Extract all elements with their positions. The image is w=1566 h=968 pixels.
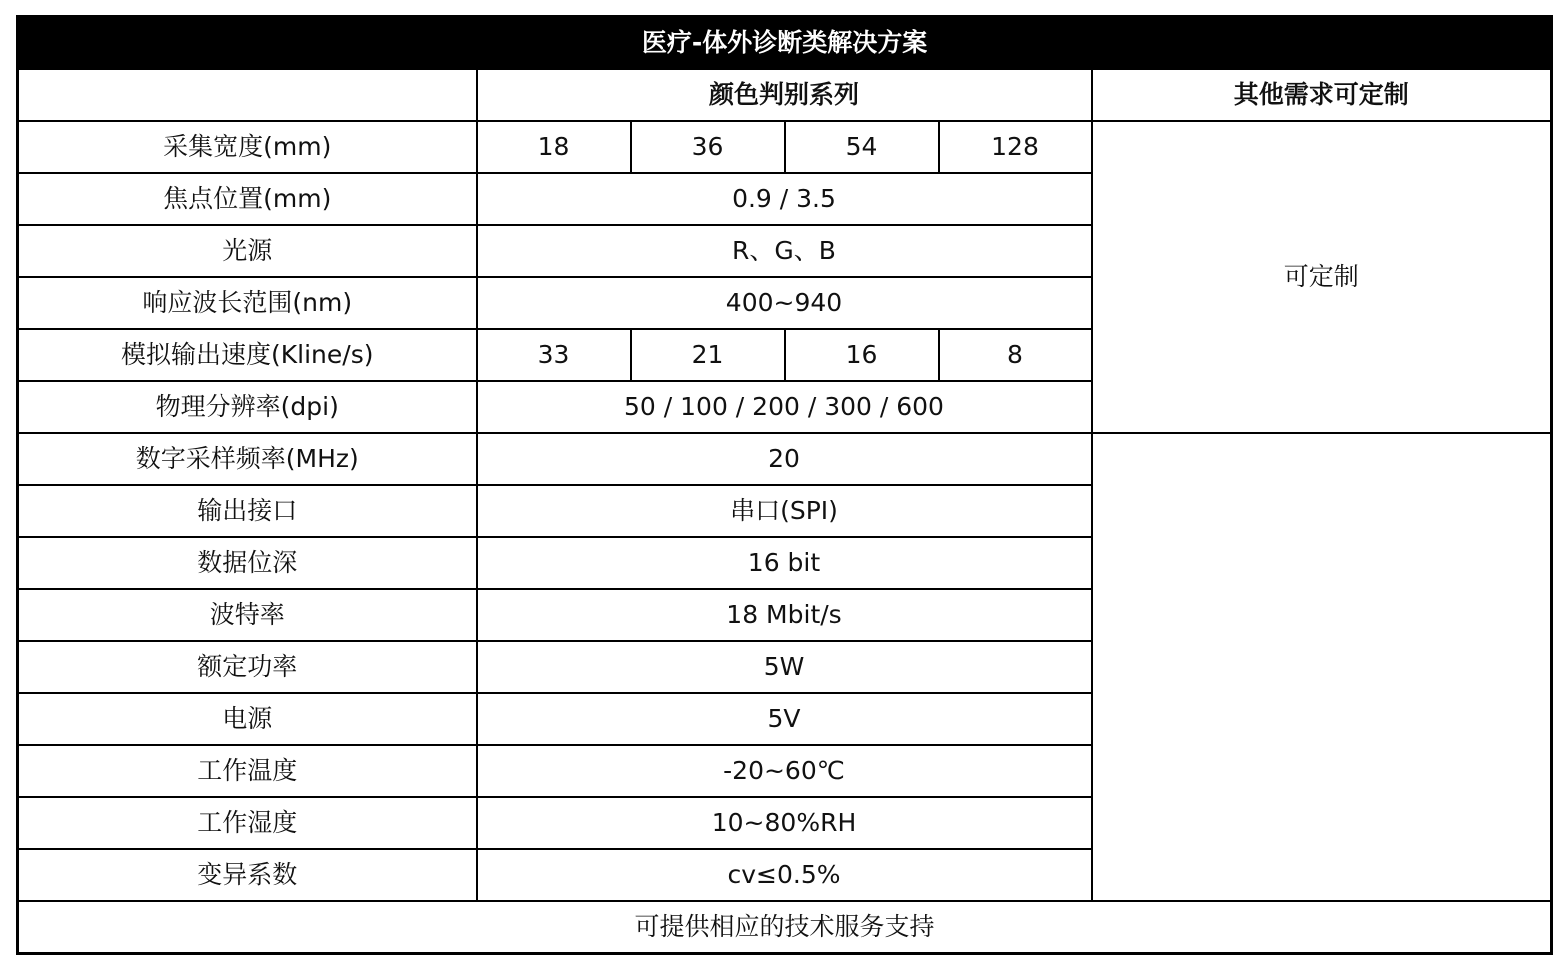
customizable-cell: 可定制 — [1092, 121, 1552, 433]
row-value: -20~60℃ — [477, 745, 1092, 797]
row-value: 16 bit — [477, 537, 1092, 589]
row-value: 18 — [477, 121, 631, 173]
row-value: 10~80%RH — [477, 797, 1092, 849]
row-label: 额定功率 — [18, 641, 477, 693]
row-value: 400~940 — [477, 277, 1092, 329]
row-value: cv≤0.5% — [477, 849, 1092, 901]
table-row — [18, 121, 1552, 173]
row-label: 光源 — [18, 225, 477, 277]
row-label: 响应波长范围(nm) — [18, 277, 477, 329]
row-label: 电源 — [18, 693, 477, 745]
header-other: 其他需求可定制 — [1092, 69, 1552, 121]
table-footer: 可提供相应的技术服务支持 — [18, 901, 1552, 953]
row-value: 18 Mbit/s — [477, 589, 1092, 641]
row-value: 21 — [631, 329, 785, 381]
table-row — [18, 433, 1552, 485]
row-value: 50 / 100 / 200 / 300 / 600 — [477, 381, 1092, 433]
row-value: 54 — [785, 121, 939, 173]
row-value: 0.9 / 3.5 — [477, 173, 1092, 225]
row-label: 数字采样频率(MHz) — [18, 433, 477, 485]
spec-table — [16, 15, 1553, 955]
row-label: 输出接口 — [18, 485, 477, 537]
row-value: 8 — [939, 329, 1092, 381]
row-label: 模拟输出速度(Kline/s) — [18, 329, 477, 381]
row-label: 变异系数 — [18, 849, 477, 901]
row-label: 工作湿度 — [18, 797, 477, 849]
empty-cell — [1092, 433, 1552, 901]
row-value: 5V — [477, 693, 1092, 745]
header-series: 颜色判别系列 — [477, 69, 1092, 121]
header-blank-cell — [18, 69, 477, 121]
row-value: 36 — [631, 121, 785, 173]
row-label: 采集宽度(mm) — [18, 121, 477, 173]
row-value: 16 — [785, 329, 939, 381]
row-value: 33 — [477, 329, 631, 381]
row-value: R、G、B — [477, 225, 1092, 277]
row-label: 物理分辨率(dpi) — [18, 381, 477, 433]
row-value: 串口(SPI) — [477, 485, 1092, 537]
row-label: 数据位深 — [18, 537, 477, 589]
row-value: 128 — [939, 121, 1092, 173]
row-label: 焦点位置(mm) — [18, 173, 477, 225]
row-value: 5W — [477, 641, 1092, 693]
row-label: 工作温度 — [18, 745, 477, 797]
row-value: 20 — [477, 433, 1092, 485]
table-title: 医疗-体外诊断类解决方案 — [18, 16, 1552, 69]
row-label: 波特率 — [18, 589, 477, 641]
